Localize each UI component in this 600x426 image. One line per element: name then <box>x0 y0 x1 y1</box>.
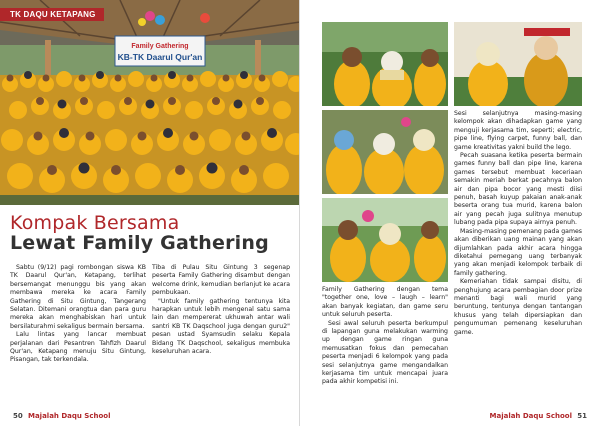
paragraph: Lalu lintas yang lancar membuat perjalanan dari Pesantren Tahfizh Daarul Qur'an, Ketapang menuju Situ Gintung, Pisangan, tak terkendala. <box>10 331 146 364</box>
paragraph: Sesi awal seluruh peserta berkumpul di lapangan guna melakukan warming up dengan game ringan guna memusatkan fokus dan pemecahan peserta menjadi 6 kelompok yang pada sesi selanjutnya game mengandalkan kerjasama tim untuk mencapai juara pada akhir kompetisi ini. <box>322 319 448 386</box>
right-page <box>300 0 600 426</box>
banner-line2: KB-TK Daarul Qur'an <box>117 52 203 62</box>
page-number: 50 <box>13 412 23 420</box>
group-photo <box>0 0 300 205</box>
paragraph: Sabtu (9/12) pagi rombongan siswa KB TK Daarul Qur'an, Ketapang, terlihat bersemangat menunggu bis yang akan membawa mereka ke acara Family Gathering di Situ Gintung, Tangerang Selatan. Ditemani orangtua dan para guru mereka akan menghabiskan hari untuk bersilaturahmi sekaligus bermain bersama. <box>10 264 146 330</box>
left-column-1 <box>10 264 146 365</box>
paragraph: Kemeriahan tidak sampai disitu, di penghujung acara pembagian door prize menanti bagi wali murid yang beruntung, tentunya dengan tantangan khusus yang telah dipersiapkan dan pengumuman pemenang keseluruhan game. <box>454 278 582 336</box>
footer-right <box>490 412 591 420</box>
magazine-name: Majalah Daqu School <box>489 412 573 420</box>
left-column-2 <box>152 264 290 356</box>
right-column-1 <box>322 286 448 387</box>
section-tag: TK DAQU KETAPANG <box>0 8 104 21</box>
paragraph: Pecah suasana ketika peserta bermain games funny ball dan pipe line, karena games tersebut membuat keceriaan semakin meriah berkat pecahnya balon air dan pipa bocor yang mesti diisi penuh, basah kuyup pakaian anak-anak beserta orang tua murid, karena balon air yang pecah juga sulitnya menutup lubang pada pipa supaya airnya penuh. <box>454 152 582 227</box>
photo-kids-top <box>322 22 448 106</box>
magazine-name: Majalah Daqu School <box>27 412 111 420</box>
paragraph: Tiba di Pulau Situ Gintung 3 segenap peserta Family Gathering disambut dengan welcome drink, kemudian berlanjut ke acara pembukaan. <box>152 264 290 297</box>
photo-kids-right <box>454 22 582 106</box>
article-title-line1: Kompak Bersama <box>10 212 180 234</box>
right-column-2 <box>454 110 582 337</box>
photo-caption: Family Gathering dengan tema "together one, love – laugh – learn" akan banyak kegiatan, dan game seru untuk seluruh peserta. <box>322 286 448 319</box>
article-title-line2: Lewat Family Gathering <box>10 232 269 254</box>
photo-kids-middle <box>322 110 448 194</box>
paragraph: Masing-masing pemenang pada games akan diberikan uang mainan yang akan dijumlahkan pada akhir acara hingga diketahui pemegang uang terbanyak yang akan menjadi kelompok terbaik di family gathering. <box>454 227 583 277</box>
footer-left <box>10 412 111 420</box>
paragraph: "Untuk family gathering tentunya kita harapkan untuk lebih mengenal satu sama lain dan mempererat ukhuwah antar wali santri KB TK Daqschool juga dengan guru2" pesan ustad Syamsudin selaku Kepala Bidang TK Daqschool, sekaligus membuka keseluruhan acara. <box>152 297 290 356</box>
page-number: 51 <box>577 412 587 420</box>
banner-line1: Family Gathering <box>131 43 189 50</box>
photo-kids-bottom <box>322 198 448 282</box>
paragraph: Sesi selanjutnya masing-masing kelompok akan dihadapkan game yang menguji kerjasama tim, seperti; electric, pipe line, flying carpet, funny ball, dan game kreativitas yakni build the lego. <box>454 110 582 151</box>
